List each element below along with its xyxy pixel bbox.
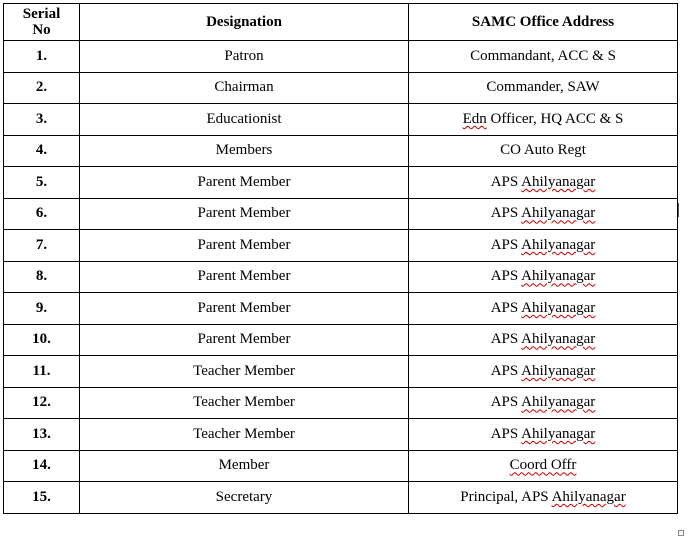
spellcheck-flagged-word: Ahilyanagar: [521, 268, 596, 285]
serial-no-cell: 5.: [4, 167, 80, 199]
address-cell: [409, 356, 678, 388]
serial-no-cell: 1.: [4, 41, 80, 73]
spellcheck-flagged-word: Ahilyanagar: [521, 299, 596, 316]
address-prefix: APS: [490, 205, 522, 222]
serial-no-cell: 4.: [4, 135, 80, 167]
address-cell: [409, 261, 678, 293]
designation-cell: Secretary: [80, 482, 409, 514]
spellcheck-flagged-word: Ahilyanagar: [521, 331, 596, 348]
designation-cell: Members: [80, 135, 409, 167]
spellcheck-flagged-word: Edn: [462, 110, 487, 127]
table-row: [4, 293, 678, 325]
spellcheck-flagged-word: Ahilyanagar: [521, 425, 596, 442]
table-row: [4, 230, 678, 262]
spellcheck-flagged-word: Ahilyanagar: [521, 362, 596, 379]
address-cell: [409, 450, 678, 482]
address-cell: [409, 482, 678, 514]
table-row: [4, 387, 678, 419]
serial-no-cell: 14.: [4, 450, 80, 482]
page-corner-handle[interactable]: [678, 530, 684, 536]
address-prefix: APS: [490, 362, 522, 379]
serial-no-cell: 11.: [4, 356, 80, 388]
header-samc-office-address: SAMC Office Address: [409, 4, 678, 41]
table-edge-marker: [678, 203, 679, 217]
serial-no-cell: 13.: [4, 419, 80, 451]
address-prefix: APS: [490, 173, 522, 190]
table-row: [4, 450, 678, 482]
table-row: [4, 198, 678, 230]
address-prefix: APS: [490, 299, 522, 316]
table-row: [4, 135, 678, 167]
address-cell: CO Auto Regt: [409, 135, 678, 167]
header-serial-line1: Serial: [22, 6, 61, 22]
serial-no-cell: 9.: [4, 293, 80, 325]
header-serial-no: [4, 4, 80, 41]
table-row: [4, 324, 678, 356]
address-prefix: APS: [490, 331, 522, 348]
address-cell: [409, 198, 678, 230]
serial-no-cell: 12.: [4, 387, 80, 419]
table-row: [4, 104, 678, 136]
table-row: [4, 261, 678, 293]
spellcheck-flagged-word: Coord Offr: [509, 457, 577, 474]
table-row: [4, 167, 678, 199]
address-cell: [409, 324, 678, 356]
table-row: [4, 419, 678, 451]
header-designation: Designation: [80, 4, 409, 41]
serial-no-cell: 15.: [4, 482, 80, 514]
designation-cell: Teacher Member: [80, 419, 409, 451]
serial-no-cell: 6.: [4, 198, 80, 230]
serial-no-cell: 7.: [4, 230, 80, 262]
designation-cell: Parent Member: [80, 230, 409, 262]
table-row: [4, 482, 678, 514]
spellcheck-flagged-word: Ahilyanagar: [521, 236, 596, 253]
table-row: [4, 41, 678, 73]
designation-cell: Member: [80, 450, 409, 482]
designation-cell: Patron: [80, 41, 409, 73]
address-cell: [409, 230, 678, 262]
address-cell: [409, 167, 678, 199]
address-prefix: Principal, APS: [460, 488, 552, 505]
address-prefix: APS: [490, 236, 522, 253]
samc-table: [3, 3, 678, 514]
designation-cell: Parent Member: [80, 198, 409, 230]
table-body: [4, 41, 678, 514]
designation-cell: Parent Member: [80, 324, 409, 356]
address-cell: [409, 387, 678, 419]
address-prefix: APS: [490, 394, 522, 411]
header-serial-line2: No: [32, 22, 51, 38]
address-cell: Commander, SAW: [409, 72, 678, 104]
serial-no-cell: 8.: [4, 261, 80, 293]
address-cell: Commandant, ACC & S: [409, 41, 678, 73]
serial-no-cell: 2.: [4, 72, 80, 104]
address-cell: [409, 293, 678, 325]
designation-cell: Parent Member: [80, 261, 409, 293]
designation-cell: Teacher Member: [80, 387, 409, 419]
address-cell: [409, 419, 678, 451]
table-header-row: [4, 4, 678, 41]
address-prefix: APS: [490, 425, 522, 442]
address-cell: [409, 104, 678, 136]
address-suffix: Officer, HQ ACC & S: [486, 110, 624, 127]
address-prefix: APS: [490, 268, 522, 285]
serial-no-cell: 10.: [4, 324, 80, 356]
table-row: [4, 72, 678, 104]
designation-cell: Educationist: [80, 104, 409, 136]
designation-cell: Chairman: [80, 72, 409, 104]
table-row: [4, 356, 678, 388]
designation-cell: Teacher Member: [80, 356, 409, 388]
spellcheck-flagged-word: Ahilyanagar: [521, 394, 596, 411]
designation-cell: Parent Member: [80, 293, 409, 325]
designation-cell: Parent Member: [80, 167, 409, 199]
spellcheck-flagged-word: Ahilyanagar: [551, 488, 626, 505]
serial-no-cell: 3.: [4, 104, 80, 136]
spellcheck-flagged-word: Ahilyanagar: [521, 173, 596, 190]
spellcheck-flagged-word: Ahilyanagar: [521, 205, 596, 222]
